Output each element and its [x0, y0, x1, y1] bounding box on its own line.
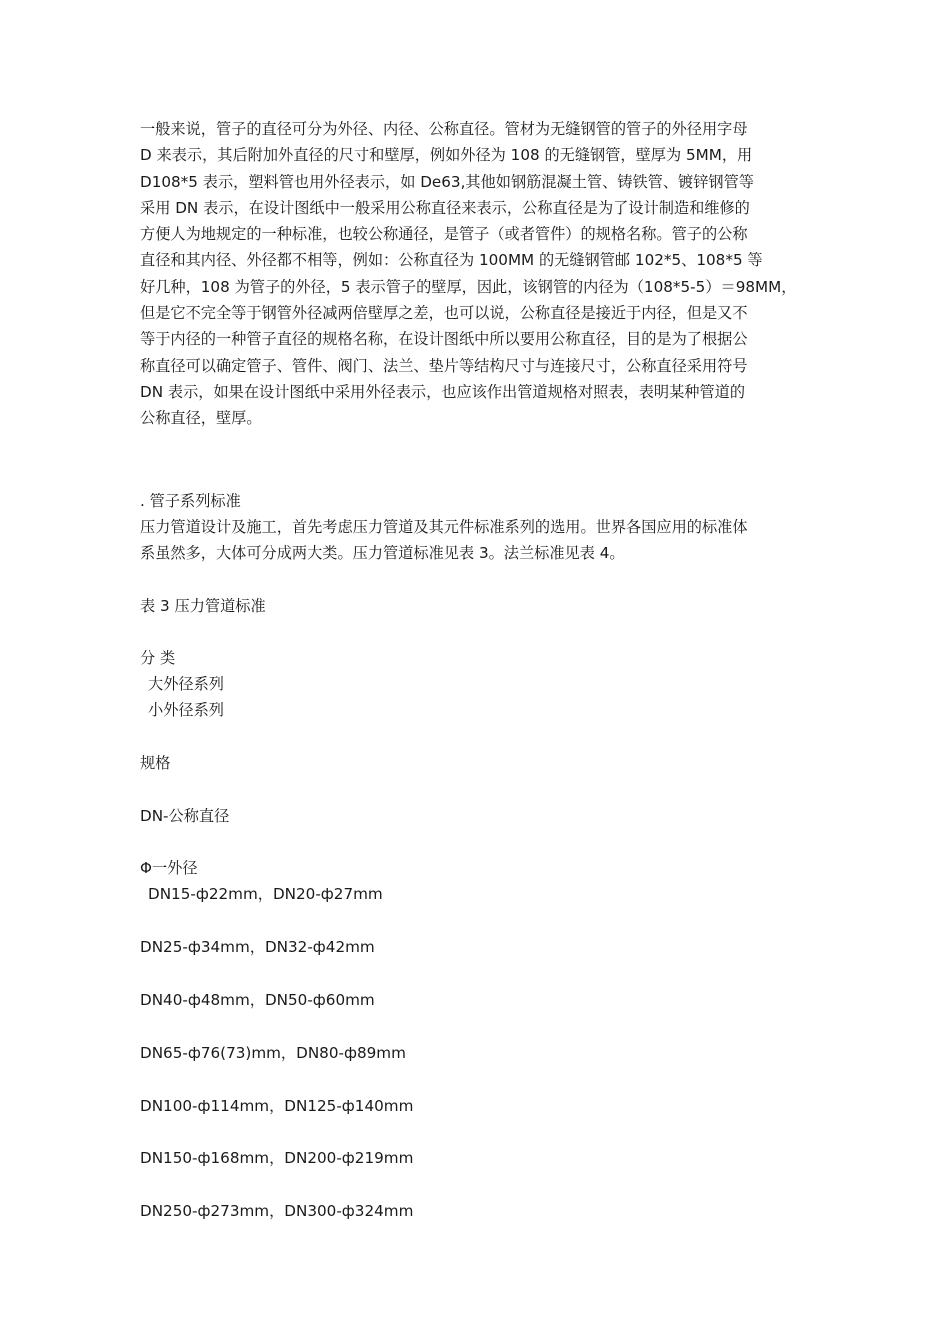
- dn-label: DN-公称直径: [140, 807, 230, 825]
- section-title: . 管子系列标准: [140, 492, 241, 510]
- section-paragraph: [140, 514, 748, 567]
- size-row: DN100-ф114mm，DN125-ф140mm: [140, 1097, 414, 1115]
- intro-line: 方便人为地规定的一种标准，也较公称通径，是管子（或者管件）的规格名称。管子的公称: [140, 225, 748, 244]
- phi-label: Φ一外径: [140, 859, 198, 877]
- spec-label: 规格: [140, 754, 171, 772]
- intro-line: 好几种，108 为管子的外径，5 表示管子的壁厚，因此，该钢管的内径为（108*5-5）＝98MM，: [140, 277, 797, 296]
- size-row: DN25-ф34mm，DN32-ф42mm: [140, 938, 375, 956]
- intro-line: 但是它不完全等于钢管外径减两倍壁厚之差，也可以说，公称直径是接近于内径，但是又不: [140, 304, 748, 323]
- category-label: 分 类: [140, 649, 176, 667]
- intro-line: 等于内径的一种管子直径的规格名称，在设计图纸中所以要用公称直径，目的是为了根据公: [140, 330, 748, 349]
- intro-paragraph: [140, 116, 820, 432]
- intro-line: D108*5 表示，塑料管也用外径表示，如 De63,其他如钢筋混凝土管、铸铁管、镀锌钢管等: [140, 172, 754, 191]
- size-row: DN65-ф76(73)mm，DN80-ф89mm: [140, 1044, 406, 1062]
- intro-line: 采用 DN 表示，在设计图纸中一般采用公称直径来表示，公称直径是为了设计制造和维修的: [140, 198, 750, 217]
- document-page: [140, 116, 820, 1220]
- intro-line: DN 表示，如果在设计图纸中采用外径表示，也应该作出管道规格对照表，表明某种管道的: [140, 382, 746, 401]
- size-row: DN40-ф48mm，DN50-ф60mm: [140, 991, 375, 1009]
- table-caption: 表 3 压力管道标准: [140, 597, 266, 615]
- size-row: DN15-ф22mm，DN20-ф27mm: [148, 885, 383, 903]
- size-row: DN150-ф168mm，DN200-ф219mm: [140, 1149, 414, 1167]
- intro-line: 一般来说，管子的直径可分为外径、内径、公称直径。管材为无缝钢管的管子的外径用字母: [140, 120, 748, 138]
- intro-line: D 来表示，其后附加外直径的尺寸和壁厚，例如外径为 108 的无缝钢管，壁厚为 5MM，用: [140, 146, 753, 165]
- section-line: 系虽然多，大体可分成两大类。压力管道标准见表 3。法兰标准见表 4。: [140, 544, 625, 563]
- section-line: 压力管道设计及施工，首先考虑压力管道及其元件标准系列的选用。世界各国应用的标准体: [140, 518, 748, 536]
- size-row: DN250-ф273mm，DN300-ф324mm: [140, 1202, 414, 1220]
- intro-line: 称直径可以确定管子、管件、阀门、法兰、垫片等结构尺寸与连接尺寸，公称直径采用符号: [140, 356, 748, 375]
- category-item: 大外径系列: [148, 675, 224, 693]
- intro-line: 公称直径，壁厚。: [140, 409, 262, 428]
- intro-line: 直径和其内径、外径都不相等，例如：公称直径为 100MM 的无缝钢管邮 102*5、108*5 等: [140, 251, 763, 270]
- category-item: 小外径系列: [148, 701, 224, 719]
